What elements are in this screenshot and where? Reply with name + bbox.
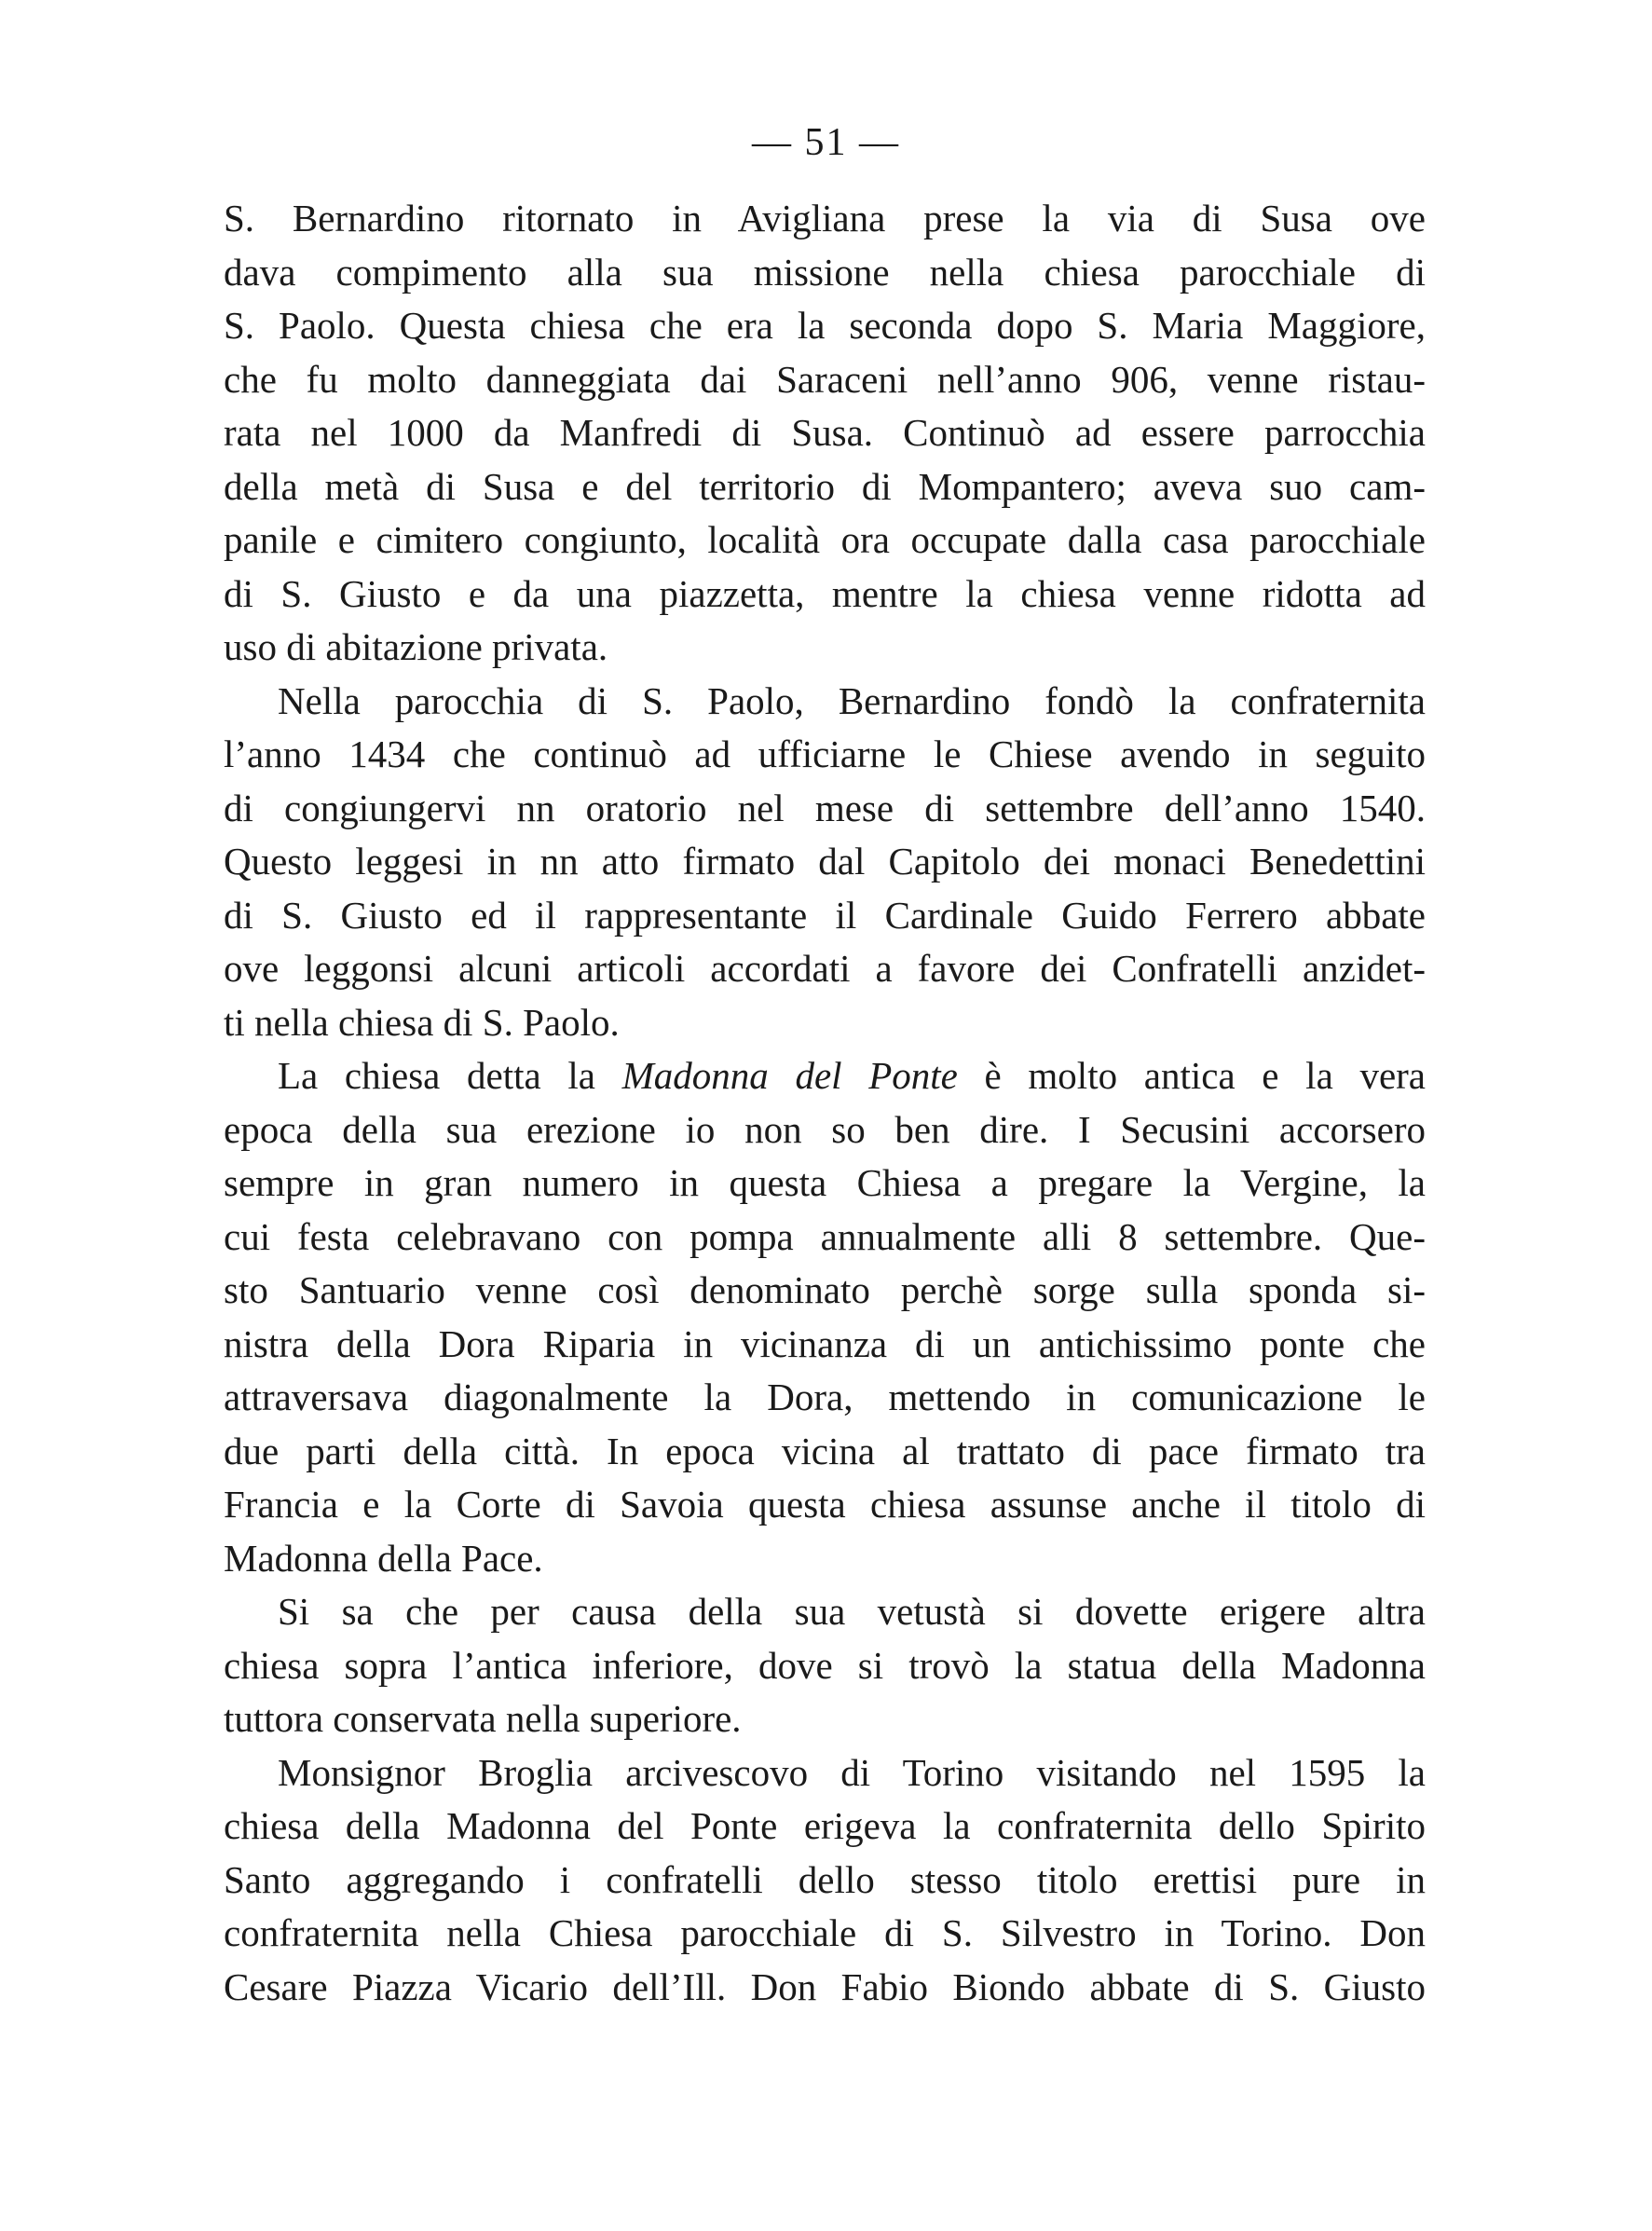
text-line: Si sa che per causa della sua vetustà si dovette erigere altra bbox=[278, 1590, 1426, 1633]
text-line: attraversava diagonalmente la Dora, mettendo in comunicazione le bbox=[224, 1376, 1426, 1418]
page-number: — 51 — bbox=[752, 121, 900, 164]
text-line: S. Paolo. Questa chiesa che era la seconda dopo S. Maria Maggiore, bbox=[224, 304, 1426, 347]
text-line: chiesa della Madonna del Ponte erigeva la confraternita dello Spirito bbox=[224, 1804, 1426, 1847]
text-line: di congiungervi nn oratorio nel mese di settembre dell’anno 1540. bbox=[224, 786, 1426, 829]
text-line: l’anno 1434 che continuò ad ufficiarne le Chiese avendo in seguito bbox=[224, 732, 1426, 775]
text-line: che fu molto danneggiata dai Saraceni nell’anno 906, venne ristau- bbox=[224, 357, 1426, 401]
text-line: cui festa celebravano con pompa annualmente alli 8 settembre. Que- bbox=[224, 1214, 1426, 1258]
text-line: Cesare Piazza Vicario dell’Ill. Don Fabio Biondo abbate di S. Giusto bbox=[224, 1964, 1426, 2008]
body-text bbox=[224, 192, 1426, 2014]
text-line: Monsignor Broglia arcivescovo di Torino visitando nel 1595 la bbox=[278, 1750, 1426, 1794]
text-line: Questo leggesi in nn atto firmato dal Capitolo dei monaci Benedettini bbox=[224, 840, 1426, 883]
text-line: epoca della sua erezione io non so ben dire. I Secusini accorsero bbox=[224, 1107, 1426, 1151]
text-line: nistra della Dora Riparia in vicinanza di un antichissimo ponte che bbox=[224, 1321, 1426, 1365]
text-line: ti nella chiesa di S. Paolo. bbox=[224, 1000, 620, 1044]
text-line: di S. Giusto ed il rappresentante il Cardinale Guido Ferrero abbate bbox=[224, 893, 1426, 937]
italic-title: Madonna del Ponte bbox=[621, 1054, 958, 1097]
text-line: ove leggonsi alcuni articoli accordati a favore dei Confratelli anzidet- bbox=[224, 947, 1426, 990]
text-line: tuttora conservata nella superiore. bbox=[224, 1697, 742, 1740]
text-line: Madonna della Pace. bbox=[224, 1536, 543, 1580]
text-line: Santo aggregando i confratelli dello stesso titolo erettisi pure in bbox=[224, 1857, 1426, 1901]
text-line: sto Santuario venne così denominato perchè sorge sulla sponda si- bbox=[224, 1268, 1426, 1311]
text-line: chiesa sopra l’antica inferiore, dove si trovò la statua della Madonna bbox=[224, 1643, 1426, 1687]
text-line: uso di abitazione privata. bbox=[224, 625, 608, 668]
text-line: confraternita nella Chiesa parocchiale di S. Silvestro in Torino. Don bbox=[224, 1911, 1426, 1954]
text-line: Nella parocchia di S. Paolo, Bernardino fondò la confraternita bbox=[278, 678, 1426, 722]
text-fragment: è molto antica e la vera bbox=[957, 1054, 1426, 1097]
text-line: della metà di Susa e del territorio di Mompantero; aveva suo cam- bbox=[224, 464, 1426, 508]
text-line: rata nel 1000 da Manfredi di Susa. Continuò ad essere parrocchia bbox=[224, 411, 1426, 454]
text-line: sempre in gran numero in questa Chiesa a pregare la Vergine, la bbox=[224, 1161, 1426, 1204]
text-line bbox=[224, 1049, 1426, 1103]
text-line: Francia e la Corte di Savoia questa chiesa assunse anche il titolo di bbox=[224, 1483, 1426, 1526]
text-line: due parti della città. In epoca vicina al trattato di pace firmato tra bbox=[224, 1429, 1426, 1472]
text-line: di S. Giusto e da una piazzetta, mentre la chiesa venne ridotta ad bbox=[224, 571, 1426, 615]
text-line: dava compimento alla sua missione nella chiesa parocchiale di bbox=[224, 250, 1426, 294]
text-fragment: La chiesa detta la bbox=[278, 1054, 622, 1097]
text-line: panile e cimitero congiunto, località ora occupate dalla casa parocchiale bbox=[224, 518, 1426, 561]
text-line: S. Bernardino ritornato in Avigliana prese la via di Susa ove bbox=[224, 197, 1426, 240]
